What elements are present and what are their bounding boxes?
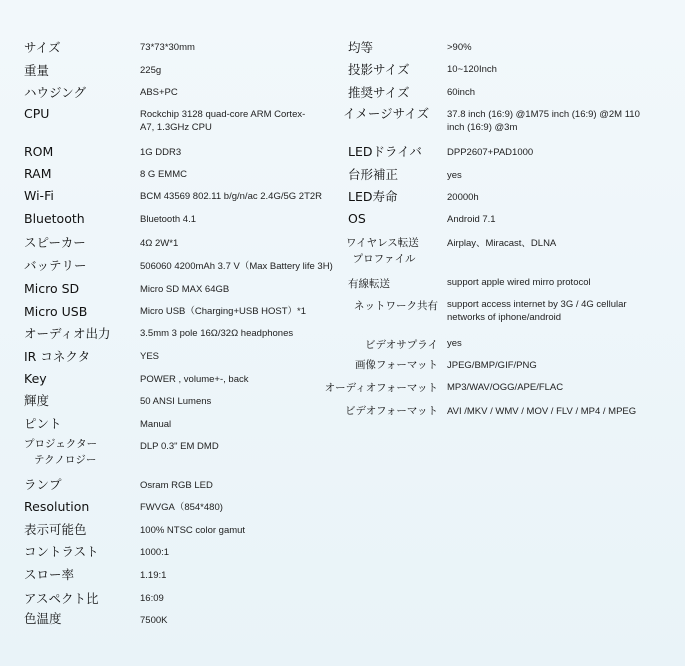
spec-label: ROM (24, 144, 54, 159)
spec-value: DPP2607+PAD1000 (447, 147, 534, 158)
spec-value: 100% NTSC color gamut (140, 525, 246, 536)
spec-value: yes (447, 338, 462, 349)
spec-value: JPEG/BMP/GIF/PNG (447, 360, 537, 371)
spec-label: ハウジング (24, 85, 86, 100)
spec-label: ピント (24, 416, 62, 431)
spec-value: 73*73*30mm (140, 42, 195, 53)
spec-label: Key (24, 371, 47, 386)
spec-value: 8 G EMMC (140, 169, 187, 180)
spec-value: BCM 43569 802.11 b/g/n/ac 2.4G/5G 2T2R (140, 191, 323, 202)
spec-label: 台形補正 (348, 167, 399, 182)
spec-value: FWVGA（854*480) (140, 502, 223, 513)
spec-label: ビデオサプライ (365, 339, 438, 351)
spec-value: Bluetooth 4.1 (140, 214, 196, 225)
spec-label: スピーカー (24, 235, 86, 250)
spec-label: 輝度 (24, 393, 50, 408)
spec-label: Wi-Fi (24, 188, 54, 203)
spec-label: プロジェクター テクノロジー (24, 438, 98, 466)
spec-value: MP3/WAV/OGG/APE/FLAC (447, 382, 564, 393)
spec-label: CPU (24, 106, 50, 121)
spec-value: 10~120Inch (447, 64, 497, 75)
spec-label: Bluetooth (24, 211, 85, 226)
spec-value: 1000:1 (140, 547, 170, 558)
spec-label: ネットワーク共有 (354, 300, 438, 312)
spec-value: 7500K (140, 615, 168, 626)
spec-value: 16:09 (140, 593, 164, 604)
spec-label: ランプ (24, 477, 62, 492)
spec-label: イメージサイズ (343, 106, 430, 121)
spec-value: Osram RGB LED (140, 480, 213, 491)
spec-label: ビデオフォーマット (344, 405, 438, 417)
spec-value: AVI /MKV / WMV / MOV / FLV / MP4 / MPEG (447, 406, 637, 417)
spec-value: Micro USB（Charging+USB HOST）*1 (140, 306, 307, 317)
spec-label: オーディオ出力 (24, 326, 111, 341)
spec-value: 225g (140, 65, 162, 76)
spec-value: 60inch (447, 87, 475, 98)
spec-label: 有線転送 (348, 278, 390, 290)
spec-label: Micro SD (24, 281, 80, 296)
spec-label: スロー率 (24, 567, 75, 582)
spec-label: 均等 (348, 40, 374, 55)
spec-value: 4Ω 2W*1 (140, 238, 179, 249)
spec-value: 3.5mm 3 pole 16Ω/32Ω headphones (140, 328, 294, 339)
spec-value: YES (140, 351, 160, 362)
spec-value: 1.19:1 (140, 570, 167, 581)
spec-value: Manual (140, 419, 172, 430)
spec-label: 表示可能色 (24, 522, 87, 537)
spec-value: 1G DDR3 (140, 147, 182, 158)
spec-value: POWER , volume+-, back (140, 374, 249, 385)
spec-label: オーディオフォーマット (324, 382, 438, 394)
spec-label: LEDドライバ (348, 144, 422, 159)
spec-value: Rockchip 3128 quad-core ARM Cortex-A7, 1.3GHz CPU (140, 109, 306, 133)
spec-label: バッテリー (24, 258, 87, 273)
spec-value: 50 ANSI Lumens (140, 396, 212, 407)
spec-label: 投影サイズ (348, 62, 410, 77)
spec-value: DLP 0.3" EM DMD (140, 441, 219, 452)
spec-label: Micro USB (24, 304, 88, 319)
spec-value: 20000h (447, 192, 479, 203)
spec-label: 色温度 (24, 611, 62, 626)
spec-label: IR コネクタ (24, 349, 91, 364)
spec-value: yes (447, 170, 462, 181)
spec-value: Airplay、Miracast、DLNA (447, 238, 557, 249)
spec-value: Micro SD MAX 64GB (140, 284, 230, 295)
spec-label: サイズ (24, 40, 61, 55)
spec-label: 推奨サイズ (348, 85, 410, 100)
spec-label: OS (348, 211, 366, 226)
spec-label: アスペクト比 (24, 591, 99, 606)
spec-value: 506060 4200mAh 3.7 V（Max Battery life 3H) (140, 261, 333, 272)
spec-label: RAM (24, 166, 52, 181)
spec-label: Resolution (24, 499, 90, 514)
spec-label: 画像フォーマット (354, 359, 438, 371)
spec-value: ABS+PC (140, 87, 178, 98)
spec-label: 重量 (24, 63, 50, 78)
spec-value: support access internet by 3G / 4G cellular networks of iphone/android (447, 299, 627, 323)
spec-label: LED寿命 (348, 189, 398, 204)
spec-value: Android 7.1 (447, 214, 496, 225)
spec-value: support apple wired mirro protocol (447, 277, 591, 288)
spec-value: 37.8 inch (16:9) @1M75 inch (16:9) @2M 110 inch (16:9) @3m (447, 109, 640, 133)
spec-label: ワイヤレス転送 プロファイル (346, 237, 419, 265)
spec-label: コントラスト (24, 544, 99, 559)
spec-value: >90% (447, 42, 472, 53)
